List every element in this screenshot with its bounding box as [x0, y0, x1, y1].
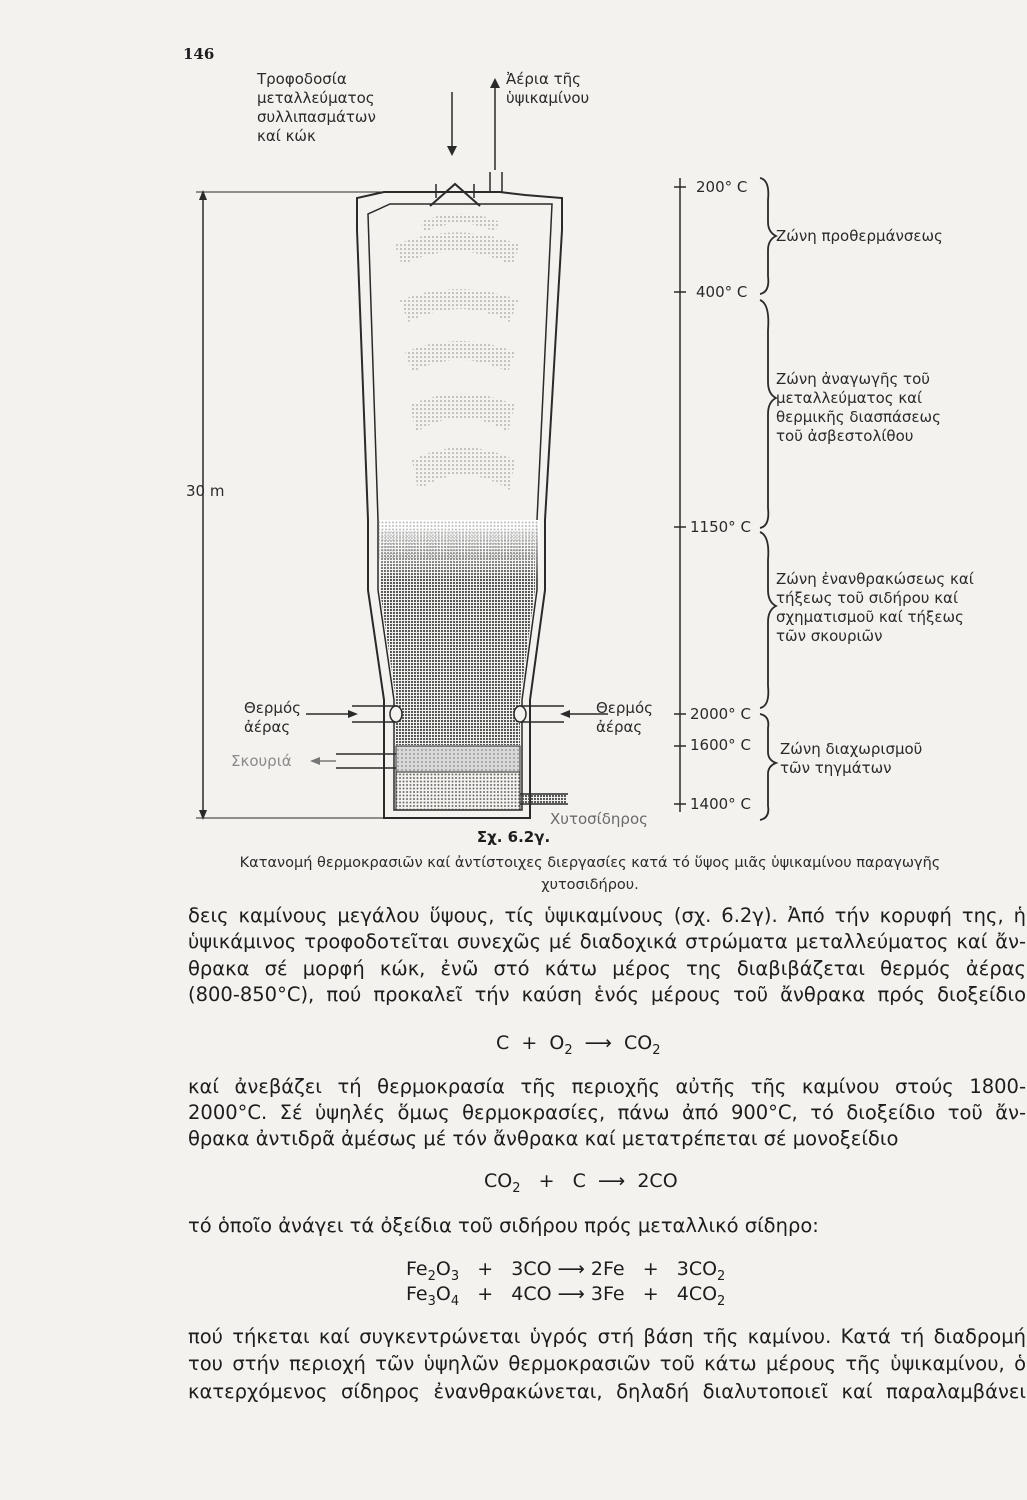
hot-air-label-line: Θερμός	[596, 699, 653, 717]
zone-line: τήξεως τοῦ σιδήρου καί	[776, 589, 959, 607]
zone-separation	[780, 740, 922, 778]
zone-preheating	[776, 227, 943, 246]
pig-iron-layer	[396, 772, 520, 810]
tuyere-right	[514, 706, 608, 722]
feed-hopper	[430, 184, 480, 206]
feed-label-line: καί κώκ	[257, 127, 316, 145]
charge-layers	[395, 214, 520, 491]
body-line: κατερχόμενος σίδηρος ἐνανθρακώνεται, δηλαδή διαλυτοποιεῖ καί παραλαμβάνει	[188, 1380, 1026, 1403]
temp-label: 1400° C	[690, 795, 751, 813]
body-line: ὑψικάμινος τροφοδοτεῖται συνεχῶς μέ διαδοχικά στρώματα μεταλλεύματος καί ἄν-	[188, 930, 1026, 953]
body-line: δεις καμίνους μεγάλου ὕψους, τίς ὑψικαμίνους (σχ. 6.2γ). Ἀπό τήν κορυφή της, ἡ	[188, 904, 1026, 927]
temp-label: 400° C	[696, 283, 748, 301]
body-line: τό ὁποῖο ἀνάγει τά ὀξείδια τοῦ σιδήρου πρός μεταλλικό σίδηρο:	[188, 1214, 819, 1237]
zone-line: τῶν τηγμάτων	[780, 759, 892, 777]
body-line: (800-850°C), πού προκαλεῖ τήν καύση ἑνός μέρους τοῦ ἄνθρακα πρός διοξείδιο	[188, 983, 1026, 1006]
figure-number: Σχ. 6.2γ.	[476, 828, 551, 846]
feed-label	[257, 70, 376, 146]
equation-fe2o3: $Fe_2O_3 + 3CO$ ⟶ $2Fe + 3CO_2$	[406, 1258, 726, 1284]
figure-caption: Κατανομή θερμοκρασιῶν καί ἀντίστοιχες διεργασίες κατά τό ὕψος μιᾶς ὑψικαμίνου παραγωγῆς χυτοσιδήρου.	[239, 855, 941, 893]
gas-outlet-pipe	[490, 172, 502, 192]
hot-air-right-label	[596, 699, 653, 737]
zone-line: τοῦ ἀσβεστολίθου	[776, 427, 914, 445]
hot-air-label-line: ἀέρας	[244, 718, 291, 736]
temp-label: 1150° C	[690, 518, 751, 536]
temp-label: 1600° C	[690, 736, 751, 754]
body-line: καί ἀνεβάζει τή θερμοκρασία τῆς περιοχῆς αὐτῆς τῆς καμίνου στούς 1800-	[188, 1075, 1026, 1098]
zone-line: Ζώνη προθερμάνσεως	[776, 227, 943, 245]
slag-label: Σκουριά	[231, 752, 292, 770]
zone-line: Ζώνη ἀναγωγῆς τοῦ	[776, 370, 930, 388]
equation-boudouard: $CO_2 + C$ ⟶ 2CO	[484, 1170, 678, 1196]
slag-layer	[396, 746, 520, 772]
body-line: θρακα σέ μορφή κώκ, ἐνῶ στό κάτω μέρος της διαβιβάζεται θερμός ἀέρας	[188, 957, 1026, 980]
zone-line: τῶν σκουριῶν	[776, 627, 883, 645]
body-line: 2000°C. Σέ ὑψηλές ὅμως θερμοκρασίες, πάνω ἀπό 900°C, τό διοξείδιο τοῦ ἄν-	[188, 1101, 1026, 1124]
body-line: θρακα ἀντιδρᾶ ἀμέσως μέ τόν ἄνθρακα καί μετατρέπεται σέ μονοξείδιο	[188, 1127, 899, 1150]
feed-label-line: μεταλλεύματος	[257, 89, 375, 107]
gas-arrow	[490, 78, 500, 170]
feed-label-line: συλλιπασμάτων	[257, 108, 376, 126]
equation-fe3o4: $Fe_3O_4 + 4CO$ ⟶ $3Fe + 4CO_2$	[406, 1283, 726, 1309]
zone-line: μεταλλεύματος καί	[776, 389, 923, 407]
zone-reduction	[776, 370, 941, 446]
height-label: 30 m	[186, 482, 225, 500]
page-number: 146	[183, 45, 215, 63]
gases-label	[506, 70, 589, 108]
body-line: πού τήκεται καί συγκεντρώνεται ὑγρός στή βάση τῆς καμίνου. Κατά τή διαδρομή	[188, 1325, 1026, 1348]
hot-air-label-line: ἀέρας	[596, 718, 643, 736]
equation-combustion: $C + O_2$ ⟶ $CO_2$	[496, 1032, 661, 1058]
zone-line: θερμικῆς διασπάσεως	[776, 408, 941, 426]
feed-arrow	[447, 92, 457, 156]
body-line: του στήν περιοχή τῶν ὑψηλῶν θερμοκρασιῶν τοῦ κάτω μέρους τῆς ὑψικαμίνου, ὁ	[188, 1352, 1026, 1375]
temperature-scale	[674, 178, 686, 812]
temp-label: 2000° C	[690, 705, 751, 723]
hot-air-label-line: Θερμός	[244, 699, 301, 717]
tuyere-left	[306, 706, 402, 722]
temp-label: 200° C	[696, 178, 748, 196]
pig-iron-label: Χυτοσίδηρος	[550, 810, 648, 828]
zone-line: Ζώνη ἐνανθρακώσεως καί	[776, 570, 974, 588]
gases-label-line: Ἀέρια τῆς	[506, 70, 581, 88]
zone-carburization	[776, 570, 974, 646]
zone-braces	[760, 178, 776, 820]
iron-tap	[520, 794, 568, 804]
zone-line: σχηματισμοῦ καί τήξεως	[776, 608, 964, 626]
gases-label-line: ὑψικαμίνου	[506, 89, 590, 107]
feed-label-line: Τροφοδοσία	[257, 70, 347, 88]
zone-line: Ζώνη διαχωρισμοῦ	[780, 740, 923, 758]
hot-air-left-label	[244, 699, 301, 737]
